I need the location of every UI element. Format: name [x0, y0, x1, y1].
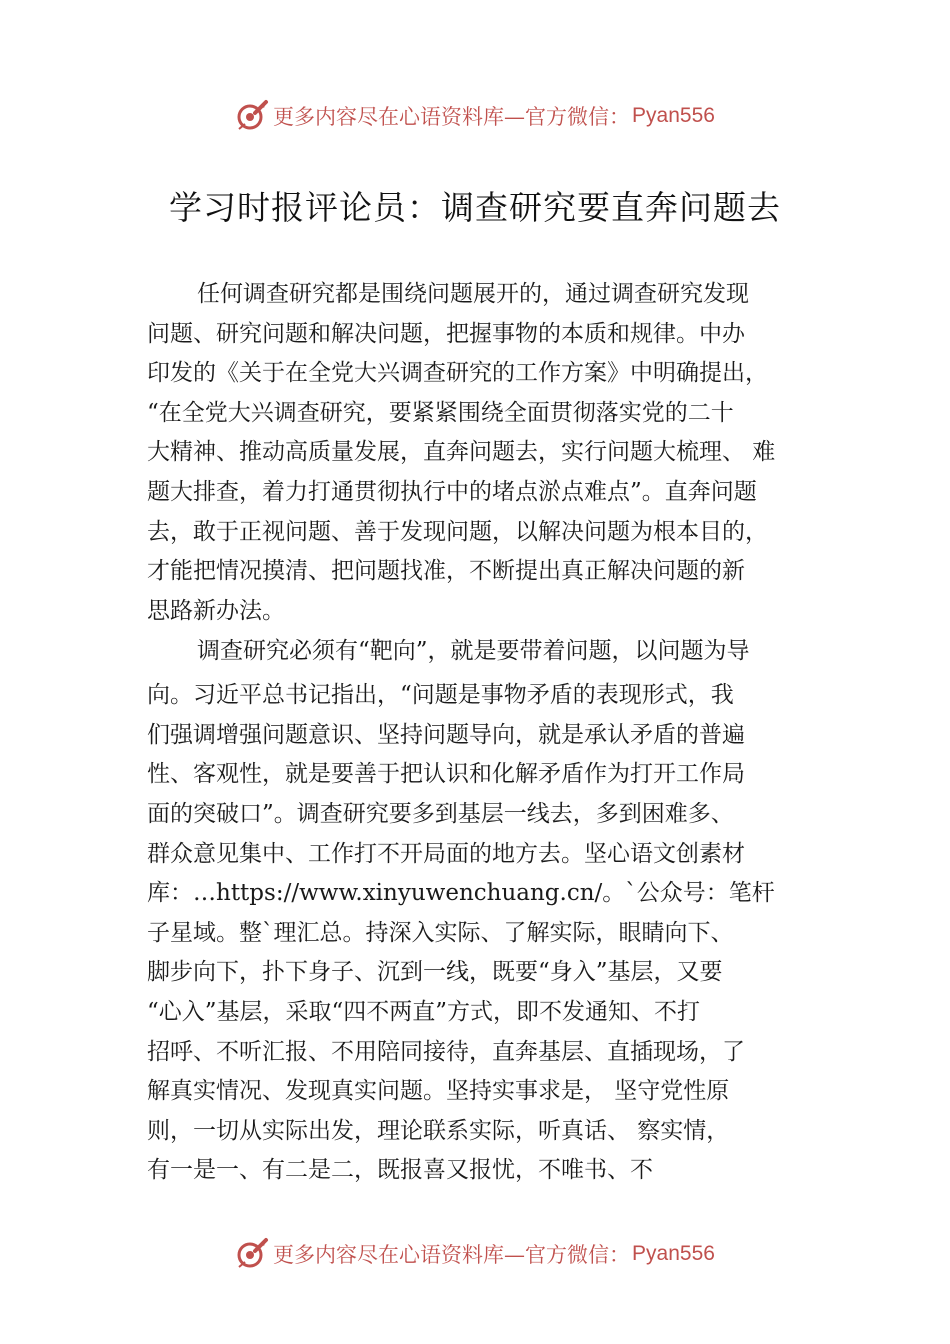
paragraph-line: 子星域。整`理汇总。持深入实际、了解实际，眼睛向下、 — [147, 920, 734, 946]
header-watermark-banner — [0, 96, 950, 136]
paragraph-line: 招呼、不听汇报、不用陪同接待，直奔基层、直插现场，了 — [147, 1039, 745, 1065]
paragraph-line: 印发的《关于在全党大兴调查研究的工作方案》中明确提出， — [147, 360, 768, 386]
banner-text: 更多内容尽在心语资料库—官方微信： — [273, 1243, 631, 1267]
banner-wechat-id: Pyan556 — [632, 1242, 715, 1265]
paragraph-line: 问题、研究问题和解决问题，把握事物的本质和规律。中办 — [147, 321, 745, 347]
paragraph-line: 群众意见集中、工作打不开局面的地方去。坚心语文创素材 — [147, 841, 745, 867]
paragraph-line: 性、客观性，就是要善于把认识和化解矛盾作为打开工作局 — [147, 761, 745, 787]
paragraph-line: “在全党大兴调查研究，要紧紧围绕全面贯彻落实党的二十 — [147, 400, 734, 426]
banner-wechat-id: Pyan556 — [632, 104, 715, 127]
footer-watermark-banner — [0, 1234, 950, 1274]
paragraph-line: 题大排查，着力打通贯彻执行中的堵点淤点难点”。直奔问题 — [147, 479, 757, 505]
pen-logo-icon — [235, 1237, 269, 1271]
paragraph-line: 则，一切从实际出发，理论联系实际，听真话、 察实情， — [147, 1118, 730, 1144]
paragraph-line: 大精神、推动高质量发展，直奔问题去，实行问题大梳理、 难 — [147, 439, 776, 465]
paragraph-line: 面的突破口”。调查研究要多到基层一线去，多到困难多、 — [147, 801, 734, 827]
document-title: 学习时报评论员：调查研究要直奔问题去 — [169, 188, 781, 227]
paragraph-line: 解真实情况、发现真实问题。坚持实事求是， 坚守党性原 — [147, 1078, 730, 1104]
paragraph-line: 们强调增强问题意识、坚持问题导向，就是承认矛盾的普遍 — [147, 722, 745, 748]
paragraph-line: 思路新办法。 — [147, 598, 285, 624]
paragraph-line: 库：…https://www.xinyuwenchuang.cn/。`公众号：笔杆 — [147, 880, 775, 906]
paragraph-line: 有一是一、有二是二，既报喜又报忧，不唯书、不 — [147, 1157, 653, 1183]
paragraph-line: 去，敢于正视问题、善于发现问题，以解决问题为根本目的， — [147, 519, 768, 545]
paragraph-line: 才能把情况摸清、把问题找准，不断提出真正解决问题的新 — [147, 558, 745, 584]
paragraph-line: 任何调查研究都是围绕问题展开的，通过调查研究发现 — [197, 281, 749, 307]
banner-text: 更多内容尽在心语资料库—官方微信： — [273, 105, 631, 129]
paragraph-line: 向。习近平总书记指出，“问题是事物矛盾的表现形式，我 — [147, 682, 734, 708]
paragraph-line: “心入”基层，采取“四不两直”方式，即不发通知、不打 — [147, 999, 701, 1025]
paragraph-line: 调查研究必须有“靶向”，就是要带着问题，以问题为导 — [197, 638, 750, 664]
pen-logo-icon — [235, 99, 269, 133]
paragraph-line: 脚步向下，扑下身子、沉到一线，既要“身入”基层，又要 — [147, 959, 723, 985]
